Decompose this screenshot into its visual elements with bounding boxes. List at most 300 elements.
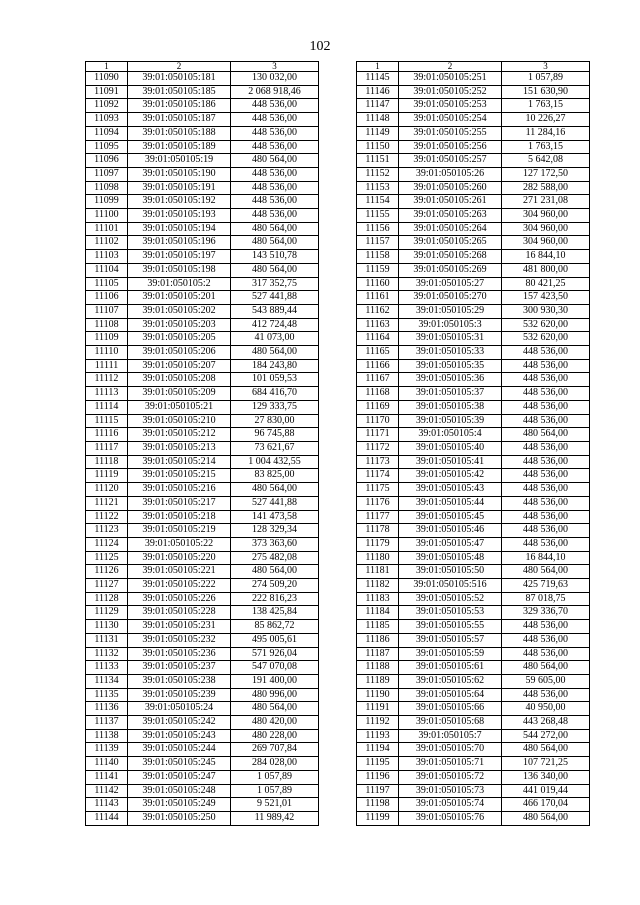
row-number-cell: 11096 (86, 154, 128, 168)
cadastral-number-cell: 39:01:050105:39 (399, 414, 502, 428)
table-row (357, 332, 590, 346)
row-number-cell: 11166 (357, 359, 399, 373)
table-row (357, 400, 590, 414)
row-number-cell: 11094 (86, 126, 128, 140)
table-row (357, 85, 590, 99)
cadastral-number-cell: 39:01:050105:61 (399, 661, 502, 675)
cadastral-number-cell: 39:01:050105:71 (399, 757, 502, 771)
table-row (357, 167, 590, 181)
cadastral-number-cell: 39:01:050105:244 (128, 743, 231, 757)
cadastral-number-cell: 39:01:050105:265 (399, 236, 502, 250)
cadastral-number-cell: 39:01:050105:190 (128, 167, 231, 181)
value-cell: 27 830,00 (231, 414, 319, 428)
value-cell: 448 536,00 (502, 414, 590, 428)
table-row (357, 620, 590, 634)
cadastral-number-cell: 39:01:050105:214 (128, 455, 231, 469)
header-col-1: 1 (86, 62, 128, 72)
value-cell: 448 536,00 (231, 195, 319, 209)
row-number-cell: 11189 (357, 674, 399, 688)
table-row (86, 647, 319, 661)
table-row (86, 236, 319, 250)
value-cell: 284 028,00 (231, 757, 319, 771)
value-cell: 87 018,75 (502, 592, 590, 606)
table-row (86, 661, 319, 675)
cadastral-number-cell: 39:01:050105:35 (399, 359, 502, 373)
value-cell: 480 564,00 (231, 483, 319, 497)
value-cell: 157 423,50 (502, 291, 590, 305)
table-row (357, 441, 590, 455)
cadastral-number-cell: 39:01:050105:257 (399, 154, 502, 168)
table-row (357, 99, 590, 113)
table-row (86, 483, 319, 497)
value-cell: 448 536,00 (502, 537, 590, 551)
cadastral-number-cell: 39:01:050105:243 (128, 729, 231, 743)
table-row (86, 181, 319, 195)
cadastral-number-cell: 39:01:050105:37 (399, 387, 502, 401)
cadastral-number-cell: 39:01:050105:7 (399, 729, 502, 743)
table-row (357, 373, 590, 387)
header-row (86, 62, 319, 72)
table-row (86, 537, 319, 551)
header-col-1: 1 (357, 62, 399, 72)
cadastral-number-cell: 39:01:050105:26 (399, 167, 502, 181)
value-cell: 480 564,00 (502, 428, 590, 442)
cadastral-number-cell: 39:01:050105:203 (128, 318, 231, 332)
value-cell: 443 268,48 (502, 716, 590, 730)
table-row (357, 414, 590, 428)
row-number-cell: 11152 (357, 167, 399, 181)
row-number-cell: 11156 (357, 222, 399, 236)
table-row (86, 318, 319, 332)
table-row (357, 222, 590, 236)
table-row (86, 579, 319, 593)
value-cell: 448 536,00 (502, 510, 590, 524)
row-number-cell: 11132 (86, 647, 128, 661)
cadastral-number-cell: 39:01:050105:31 (399, 332, 502, 346)
cadastral-number-cell: 39:01:050105:245 (128, 757, 231, 771)
value-cell: 191 400,00 (231, 674, 319, 688)
value-cell: 304 960,00 (502, 209, 590, 223)
cadastral-number-cell: 39:01:050105:238 (128, 674, 231, 688)
table-row (357, 195, 590, 209)
row-number-cell: 11190 (357, 688, 399, 702)
value-cell: 441 019,44 (502, 784, 590, 798)
row-number-cell: 11185 (357, 620, 399, 634)
cadastral-number-cell: 39:01:050105:250 (128, 811, 231, 825)
value-cell: 448 536,00 (502, 688, 590, 702)
value-cell: 480 564,00 (231, 702, 319, 716)
table-row (357, 688, 590, 702)
row-number-cell: 11107 (86, 304, 128, 318)
value-cell: 101 059,53 (231, 373, 319, 387)
table-row (357, 181, 590, 195)
table-row (86, 702, 319, 716)
cadastral-number-cell: 39:01:050105:213 (128, 441, 231, 455)
value-cell: 1 763,15 (502, 99, 590, 113)
row-number-cell: 11125 (86, 551, 128, 565)
table-row (357, 702, 590, 716)
table-row (357, 811, 590, 825)
row-number-cell: 11161 (357, 291, 399, 305)
cadastral-number-cell: 39:01:050105:50 (399, 565, 502, 579)
row-number-cell: 11195 (357, 757, 399, 771)
value-cell: 480 564,00 (502, 743, 590, 757)
table-row (357, 592, 590, 606)
table-row (357, 318, 590, 332)
cadastral-number-cell: 39:01:050105:74 (399, 798, 502, 812)
value-cell: 80 421,25 (502, 277, 590, 291)
value-cell: 480 564,00 (231, 565, 319, 579)
cadastral-number-cell: 39:01:050105:236 (128, 647, 231, 661)
value-cell: 274 509,20 (231, 579, 319, 593)
row-number-cell: 11137 (86, 716, 128, 730)
row-number-cell: 11162 (357, 304, 399, 318)
value-cell: 9 521,01 (231, 798, 319, 812)
table-row (357, 428, 590, 442)
table-row (86, 277, 319, 291)
cadastral-number-cell: 39:01:050105:2 (128, 277, 231, 291)
value-cell: 275 482,08 (231, 551, 319, 565)
value-cell: 448 536,00 (231, 99, 319, 113)
cadastral-number-cell: 39:01:050105:57 (399, 633, 502, 647)
row-number-cell: 11170 (357, 414, 399, 428)
cadastral-number-cell: 39:01:050105:220 (128, 551, 231, 565)
row-number-cell: 11118 (86, 455, 128, 469)
value-cell: 448 536,00 (231, 113, 319, 127)
row-number-cell: 11124 (86, 537, 128, 551)
value-cell: 448 536,00 (502, 469, 590, 483)
value-cell: 448 536,00 (231, 167, 319, 181)
value-cell: 1 057,89 (231, 770, 319, 784)
value-cell: 2 068 918,46 (231, 85, 319, 99)
cadastral-number-cell: 39:01:050105:263 (399, 209, 502, 223)
row-number-cell: 11099 (86, 195, 128, 209)
value-cell: 448 536,00 (502, 373, 590, 387)
value-cell: 73 621,67 (231, 441, 319, 455)
row-number-cell: 11140 (86, 757, 128, 771)
value-cell: 151 630,90 (502, 85, 590, 99)
value-cell: 480 564,00 (231, 236, 319, 250)
value-cell: 317 352,75 (231, 277, 319, 291)
table-row (357, 633, 590, 647)
row-number-cell: 11145 (357, 72, 399, 86)
table-row (357, 524, 590, 538)
table-row (86, 524, 319, 538)
cadastral-number-cell: 39:01:050105:43 (399, 483, 502, 497)
value-cell: 480 420,00 (231, 716, 319, 730)
row-number-cell: 11110 (86, 346, 128, 360)
cadastral-number-cell: 39:01:050105:215 (128, 469, 231, 483)
cadastral-number-cell: 39:01:050105:197 (128, 250, 231, 264)
value-cell: 480 564,00 (502, 565, 590, 579)
value-cell: 184 243,80 (231, 359, 319, 373)
cadastral-number-cell: 39:01:050105:270 (399, 291, 502, 305)
cadastral-number-cell: 39:01:050105:181 (128, 72, 231, 86)
value-cell: 128 329,34 (231, 524, 319, 538)
cadastral-number-cell: 39:01:050105:44 (399, 496, 502, 510)
row-number-cell: 11151 (357, 154, 399, 168)
row-number-cell: 11121 (86, 496, 128, 510)
row-number-cell: 11180 (357, 551, 399, 565)
table-row (86, 606, 319, 620)
value-cell: 11 989,42 (231, 811, 319, 825)
row-number-cell: 11169 (357, 400, 399, 414)
table-row (86, 798, 319, 812)
table-row (357, 154, 590, 168)
table-row (86, 126, 319, 140)
cadastral-number-cell: 39:01:050105:247 (128, 770, 231, 784)
table-row (357, 277, 590, 291)
cadastral-number-cell: 39:01:050105:19 (128, 154, 231, 168)
table-row (86, 304, 319, 318)
table-row (357, 387, 590, 401)
table-row (357, 469, 590, 483)
row-number-cell: 11115 (86, 414, 128, 428)
table-row (86, 592, 319, 606)
row-number-cell: 11130 (86, 620, 128, 634)
cadastral-number-cell: 39:01:050105:206 (128, 346, 231, 360)
right-table (356, 61, 590, 826)
row-number-cell: 11102 (86, 236, 128, 250)
table-row (86, 209, 319, 223)
value-cell: 96 745,88 (231, 428, 319, 442)
cadastral-number-cell: 39:01:050105:24 (128, 702, 231, 716)
cadastral-number-cell: 39:01:050105:59 (399, 647, 502, 661)
cadastral-number-cell: 39:01:050105:208 (128, 373, 231, 387)
cadastral-number-cell: 39:01:050105:3 (399, 318, 502, 332)
value-cell: 480 564,00 (231, 263, 319, 277)
row-number-cell: 11141 (86, 770, 128, 784)
table-row (86, 784, 319, 798)
table-row (86, 140, 319, 154)
row-number-cell: 11128 (86, 592, 128, 606)
row-number-cell: 11167 (357, 373, 399, 387)
row-number-cell: 11131 (86, 633, 128, 647)
table-row (86, 469, 319, 483)
value-cell: 480 564,00 (502, 811, 590, 825)
row-number-cell: 11196 (357, 770, 399, 784)
cadastral-number-cell: 39:01:050105:47 (399, 537, 502, 551)
row-number-cell: 11146 (357, 85, 399, 99)
cadastral-number-cell: 39:01:050105:256 (399, 140, 502, 154)
value-cell: 141 473,58 (231, 510, 319, 524)
table-row (357, 674, 590, 688)
cadastral-number-cell: 39:01:050105:255 (399, 126, 502, 140)
value-cell: 300 930,30 (502, 304, 590, 318)
cadastral-number-cell: 39:01:050105:186 (128, 99, 231, 113)
value-cell: 107 721,25 (502, 757, 590, 771)
row-number-cell: 11148 (357, 113, 399, 127)
table-row (86, 428, 319, 442)
table-row (86, 99, 319, 113)
value-cell: 425 719,63 (502, 579, 590, 593)
cadastral-number-cell: 39:01:050105:21 (128, 400, 231, 414)
row-number-cell: 11129 (86, 606, 128, 620)
cadastral-number-cell: 39:01:050105:242 (128, 716, 231, 730)
table-row (357, 551, 590, 565)
table-row (86, 414, 319, 428)
cadastral-number-cell: 39:01:050105:212 (128, 428, 231, 442)
table-row (357, 784, 590, 798)
row-number-cell: 11181 (357, 565, 399, 579)
value-cell: 373 363,60 (231, 537, 319, 551)
table-row (357, 743, 590, 757)
value-cell: 448 536,00 (502, 455, 590, 469)
row-number-cell: 11123 (86, 524, 128, 538)
value-cell: 448 536,00 (231, 126, 319, 140)
table-row (357, 729, 590, 743)
table-row (357, 510, 590, 524)
row-number-cell: 11179 (357, 537, 399, 551)
page-number: 102 (309, 39, 331, 54)
cadastral-number-cell: 39:01:050105:72 (399, 770, 502, 784)
table-row (86, 154, 319, 168)
value-cell: 448 536,00 (231, 209, 319, 223)
cadastral-number-cell: 39:01:050105:29 (399, 304, 502, 318)
value-cell: 10 226,27 (502, 113, 590, 127)
value-cell: 466 170,04 (502, 798, 590, 812)
value-cell: 480 996,00 (231, 688, 319, 702)
table-row (86, 757, 319, 771)
value-cell: 480 228,00 (231, 729, 319, 743)
table-row (357, 291, 590, 305)
cadastral-number-cell: 39:01:050105:46 (399, 524, 502, 538)
table-row (86, 674, 319, 688)
row-number-cell: 11111 (86, 359, 128, 373)
cadastral-number-cell: 39:01:050105:64 (399, 688, 502, 702)
table-row (86, 455, 319, 469)
cadastral-number-cell: 39:01:050105:231 (128, 620, 231, 634)
table-row (357, 250, 590, 264)
row-number-cell: 11154 (357, 195, 399, 209)
table-row (86, 113, 319, 127)
table-row (86, 250, 319, 264)
value-cell: 543 889,44 (231, 304, 319, 318)
left-table (85, 61, 319, 826)
header-row (357, 62, 590, 72)
table-row (86, 688, 319, 702)
row-number-cell: 11104 (86, 263, 128, 277)
cadastral-number-cell: 39:01:050105:192 (128, 195, 231, 209)
value-cell: 5 642,08 (502, 154, 590, 168)
cadastral-number-cell: 39:01:050105:209 (128, 387, 231, 401)
table-row (357, 72, 590, 86)
table-row (86, 263, 319, 277)
cadastral-number-cell: 39:01:050105:45 (399, 510, 502, 524)
cadastral-number-cell: 39:01:050105:76 (399, 811, 502, 825)
row-number-cell: 11126 (86, 565, 128, 579)
row-number-cell: 11139 (86, 743, 128, 757)
row-number-cell: 11158 (357, 250, 399, 264)
value-cell: 527 441,88 (231, 496, 319, 510)
row-number-cell: 11165 (357, 346, 399, 360)
table-row (86, 72, 319, 86)
row-number-cell: 11159 (357, 263, 399, 277)
row-number-cell: 11155 (357, 209, 399, 223)
table-row (357, 496, 590, 510)
row-number-cell: 11191 (357, 702, 399, 716)
cadastral-number-cell: 39:01:050105:187 (128, 113, 231, 127)
table-row (86, 633, 319, 647)
table-row (86, 85, 319, 99)
cadastral-number-cell: 39:01:050105:248 (128, 784, 231, 798)
cadastral-number-cell: 39:01:050105:42 (399, 469, 502, 483)
row-number-cell: 11093 (86, 113, 128, 127)
row-number-cell: 11114 (86, 400, 128, 414)
row-number-cell: 11198 (357, 798, 399, 812)
value-cell: 527 441,88 (231, 291, 319, 305)
row-number-cell: 11194 (357, 743, 399, 757)
value-cell: 480 564,00 (231, 346, 319, 360)
cadastral-number-cell: 39:01:050105:73 (399, 784, 502, 798)
table-row (86, 551, 319, 565)
value-cell: 448 536,00 (502, 400, 590, 414)
table-row (357, 770, 590, 784)
row-number-cell: 11113 (86, 387, 128, 401)
value-cell: 448 536,00 (502, 620, 590, 634)
cadastral-number-cell: 39:01:050105:216 (128, 483, 231, 497)
value-cell: 448 536,00 (502, 647, 590, 661)
table-row (86, 222, 319, 236)
table-row (357, 209, 590, 223)
table-row (357, 126, 590, 140)
row-number-cell: 11150 (357, 140, 399, 154)
value-cell: 448 536,00 (502, 633, 590, 647)
cadastral-number-cell: 39:01:050105:27 (399, 277, 502, 291)
table-row (86, 441, 319, 455)
table-row (86, 387, 319, 401)
cadastral-number-cell: 39:01:050105:202 (128, 304, 231, 318)
cadastral-number-cell: 39:01:050105:253 (399, 99, 502, 113)
row-number-cell: 11184 (357, 606, 399, 620)
row-number-cell: 11187 (357, 647, 399, 661)
table-row (86, 620, 319, 634)
row-number-cell: 11164 (357, 332, 399, 346)
row-number-cell: 11133 (86, 661, 128, 675)
value-cell: 1 763,15 (502, 140, 590, 154)
cadastral-number-cell: 39:01:050105:226 (128, 592, 231, 606)
row-number-cell: 11182 (357, 579, 399, 593)
cadastral-number-cell: 39:01:050105:4 (399, 428, 502, 442)
cadastral-number-cell: 39:01:050105:221 (128, 565, 231, 579)
cadastral-number-cell: 39:01:050105:232 (128, 633, 231, 647)
cadastral-number-cell: 39:01:050105:254 (399, 113, 502, 127)
cadastral-number-cell: 39:01:050105:52 (399, 592, 502, 606)
row-number-cell: 11173 (357, 455, 399, 469)
value-cell: 412 724,48 (231, 318, 319, 332)
value-cell: 138 425,84 (231, 606, 319, 620)
cadastral-number-cell: 39:01:050105:53 (399, 606, 502, 620)
row-number-cell: 11174 (357, 469, 399, 483)
row-number-cell: 11144 (86, 811, 128, 825)
table-row (86, 195, 319, 209)
row-number-cell: 11163 (357, 318, 399, 332)
row-number-cell: 11175 (357, 483, 399, 497)
value-cell: 83 825,00 (231, 469, 319, 483)
row-number-cell: 11168 (357, 387, 399, 401)
cadastral-number-cell: 39:01:050105:185 (128, 85, 231, 99)
table-row (86, 373, 319, 387)
header-col-2: 2 (399, 62, 502, 72)
value-cell: 304 960,00 (502, 236, 590, 250)
row-number-cell: 11142 (86, 784, 128, 798)
table-row (357, 359, 590, 373)
row-number-cell: 11101 (86, 222, 128, 236)
cadastral-number-cell: 39:01:050105:70 (399, 743, 502, 757)
value-cell: 85 862,72 (231, 620, 319, 634)
cadastral-number-cell: 39:01:050105:205 (128, 332, 231, 346)
row-number-cell: 11193 (357, 729, 399, 743)
